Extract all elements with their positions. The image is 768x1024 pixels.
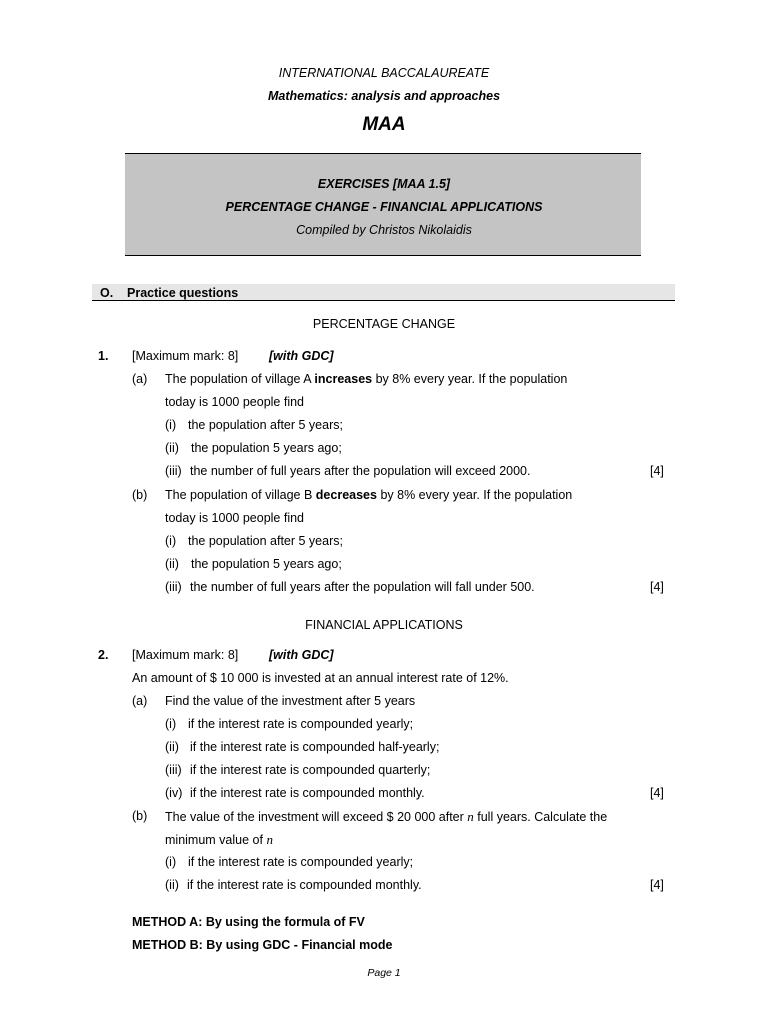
- subpart-text: if the interest rate is compounded yearly;: [188, 855, 414, 869]
- variable-n: n: [266, 832, 273, 847]
- marks: [4]: [650, 464, 664, 478]
- subheading-financial-applications: FINANCIAL APPLICATIONS: [305, 618, 463, 632]
- subpart-label: (i): [165, 534, 177, 548]
- part-label: (b): [132, 809, 148, 823]
- subpart-text: if the interest rate is compounded yearly;: [188, 717, 414, 731]
- subpart-label: (i): [165, 418, 177, 432]
- question-number: 2.: [98, 648, 109, 662]
- subpart-label: (i): [165, 717, 177, 731]
- variable-n: n: [467, 809, 474, 824]
- part-text-continued: today is 1000 people find: [165, 511, 304, 525]
- section-number: O.: [100, 286, 114, 300]
- subpart-text: the population 5 years ago;: [191, 557, 342, 571]
- subpart-label: (iii): [165, 464, 182, 478]
- marks: [4]: [650, 878, 664, 892]
- question-number: 1.: [98, 349, 109, 363]
- subpart-label: (i): [165, 855, 177, 869]
- subpart-text: if the interest rate is compounded quarterly;: [190, 763, 431, 777]
- page-number: Page 1: [367, 967, 401, 979]
- question-intro: An amount of $ 10 000 is invested at an annual interest rate of 12%.: [132, 671, 509, 685]
- subpart-label: (ii): [165, 557, 179, 571]
- gdc-note: [with GDC]: [269, 349, 334, 363]
- subpart-text: if the interest rate is compounded half-yearly;: [190, 740, 440, 754]
- subpart-text: the population 5 years ago;: [191, 441, 342, 455]
- title-exercises: EXERCISES [MAA 1.5]: [317, 177, 451, 191]
- subpart-label: (ii): [165, 740, 179, 754]
- marks: [4]: [650, 786, 664, 800]
- header-code: MAA: [362, 114, 406, 135]
- header-course: Mathematics: analysis and approaches: [267, 89, 501, 103]
- part-text-continued: today is 1000 people find: [165, 395, 304, 409]
- subpart-text: the population after 5 years;: [188, 534, 343, 548]
- section-title: Practice questions: [127, 286, 239, 300]
- part-text-continued: minimum value of n: [165, 832, 273, 847]
- subpart-label: (iii): [165, 763, 182, 777]
- max-mark: [Maximum mark: 8]: [132, 349, 239, 363]
- marks: [4]: [650, 580, 664, 594]
- subpart-label: (iv): [165, 786, 183, 800]
- subpart-text: the number of full years after the population will fall under 500.: [190, 580, 535, 594]
- part-label: (a): [132, 694, 148, 708]
- method-a: METHOD A: By using the formula of FV: [132, 915, 365, 929]
- subpart-label: (iii): [165, 580, 182, 594]
- part-text: The population of village B decreases by 8% every year. If the population: [165, 488, 573, 502]
- title-compiler: Compiled by Christos Nikolaidis: [296, 223, 472, 237]
- subpart-text: if the interest rate is compounded monthly.: [190, 786, 425, 800]
- part-label: (b): [132, 488, 148, 502]
- max-mark: [Maximum mark: 8]: [132, 648, 239, 662]
- title-topic: PERCENTAGE CHANGE - FINANCIAL APPLICATIONS: [225, 200, 543, 214]
- header-organization: INTERNATIONAL BACCALAUREATE: [278, 66, 490, 80]
- part-text: Find the value of the investment after 5 years: [165, 694, 416, 708]
- subpart-label: (ii): [165, 878, 179, 892]
- part-text: The population of village A increases by 8% every year. If the population: [165, 372, 568, 386]
- subpart-text: the number of full years after the population will exceed 2000.: [190, 464, 531, 478]
- part-label: (a): [132, 372, 148, 386]
- gdc-note: [with GDC]: [269, 648, 334, 662]
- subpart-text: the population after 5 years;: [188, 418, 343, 432]
- subpart-text: if the interest rate is compounded monthly.: [187, 878, 422, 892]
- method-b: METHOD B: By using GDC - Financial mode: [132, 938, 393, 952]
- subpart-label: (ii): [165, 441, 179, 455]
- subheading-percentage-change: PERCENTAGE CHANGE: [312, 317, 456, 331]
- part-text: The value of the investment will exceed $ 20 000 after n full years. Calculate the: [165, 809, 608, 824]
